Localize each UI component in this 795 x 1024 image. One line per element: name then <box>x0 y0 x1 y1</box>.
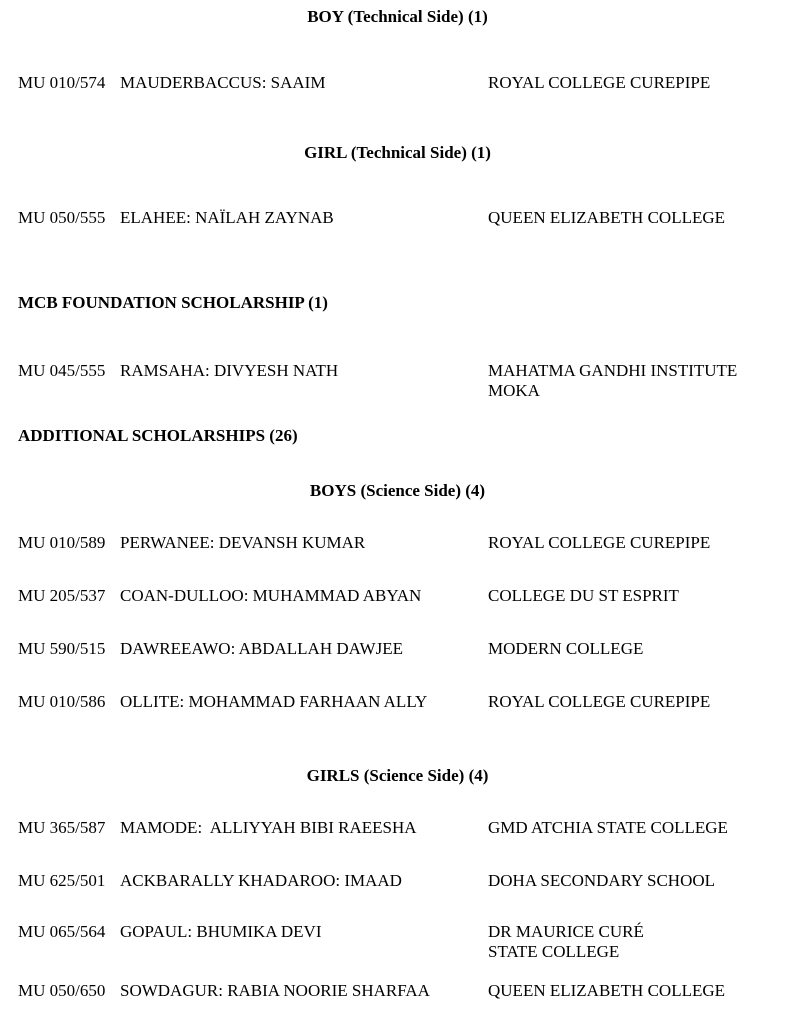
scholar-school <box>488 533 779 553</box>
scholar-row <box>18 73 779 93</box>
scholar-name: SOWDAGUR: RABIA NOORIE SHARFAA <box>120 981 430 1000</box>
scholar-name: ACKBARALLY KHADAROO: IMAAD <box>120 871 402 890</box>
scholar-school-line1: DR MAURICE CURÉ <box>488 922 644 941</box>
scholar-school <box>488 818 779 838</box>
section-heading-girl-technical: GIRL (Technical Side) (1) <box>304 143 491 162</box>
scholar-name: ELAHEE: NAÏLAH ZAYNAB <box>120 208 334 227</box>
scholar-school <box>488 73 779 93</box>
scholar-name: GOPAUL: BHUMIKA DEVI <box>120 922 322 941</box>
scholar-name: OLLITE: MOHAMMAD FARHAAN ALLY <box>120 692 428 711</box>
scholar-school-line1: QUEEN ELIZABETH COLLEGE <box>488 981 726 1000</box>
scholar-school <box>488 361 779 401</box>
scholar-row <box>18 208 779 228</box>
scholar-school-line1: DOHA SECONDARY SCHOOL <box>488 871 716 890</box>
scholar-row <box>18 533 779 553</box>
scholar-school <box>488 922 779 962</box>
scholar-code: MU 590/515 <box>18 639 106 658</box>
scholar-school-line2: MOKA <box>488 381 540 400</box>
scholar-name: DAWREEAWO: ABDALLAH DAWJEE <box>120 639 403 658</box>
scholar-school <box>488 692 779 712</box>
scholar-row <box>18 922 779 962</box>
section-heading-mcb-foundation: MCB FOUNDATION SCHOLARSHIP (1) <box>18 293 328 312</box>
section-heading-additional-scholarships: ADDITIONAL SCHOLARSHIPS (26) <box>18 426 298 445</box>
scholar-school-line1: ROYAL COLLEGE CUREPIPE <box>488 533 711 552</box>
scholar-name: RAMSAHA: DIVYESH NATH <box>120 361 339 380</box>
scholar-row <box>18 361 779 401</box>
scholar-code: MU 010/589 <box>18 533 106 552</box>
scholar-school-line1: MODERN COLLEGE <box>488 639 644 658</box>
scholar-school <box>488 208 779 228</box>
scholar-name: MAUDERBACCUS: SAAIM <box>120 73 326 92</box>
scholar-code: MU 625/501 <box>18 871 106 890</box>
scholar-row <box>18 818 779 838</box>
scholar-row <box>18 981 779 1001</box>
scholar-school-line1: ROYAL COLLEGE CUREPIPE <box>488 692 711 711</box>
scholar-school-line1: QUEEN ELIZABETH COLLEGE <box>488 208 726 227</box>
scholar-code: MU 205/537 <box>18 586 106 605</box>
scholar-school-line2: STATE COLLEGE <box>488 942 620 961</box>
scholar-code: MU 050/650 <box>18 981 106 1000</box>
scholar-code: MU 045/555 <box>18 361 106 380</box>
scholar-name: MAMODE: ALLIYYAH BIBI RAEESHA <box>120 818 417 837</box>
section-heading-boy-technical: BOY (Technical Side) (1) <box>307 7 488 26</box>
scholar-code: MU 010/574 <box>18 73 106 92</box>
scholar-code: MU 365/587 <box>18 818 106 837</box>
scholar-row <box>18 586 779 606</box>
scholar-school-line1: GMD ATCHIA STATE COLLEGE <box>488 818 728 837</box>
section-heading-boys-science: BOYS (Science Side) (4) <box>309 481 486 500</box>
scholar-name: PERWANEE: DEVANSH KUMAR <box>120 533 366 552</box>
scholar-name: COAN-DULLOO: MUHAMMAD ABYAN <box>120 586 422 605</box>
scholar-school-line1: ROYAL COLLEGE CUREPIPE <box>488 73 711 92</box>
scholar-school-line1: COLLEGE DU ST ESPRIT <box>488 586 679 605</box>
scholar-code: MU 010/586 <box>18 692 106 711</box>
scholar-code: MU 050/555 <box>18 208 106 227</box>
scholar-row <box>18 871 779 891</box>
scholar-code: MU 065/564 <box>18 922 106 941</box>
scholar-school <box>488 981 779 1001</box>
scholar-school <box>488 871 779 891</box>
scholar-school <box>488 639 779 659</box>
scholar-school-line1: MAHATMA GANDHI INSTITUTE <box>488 361 738 380</box>
section-heading-girls-science: GIRLS (Science Side) (4) <box>306 766 489 785</box>
scholar-row <box>18 692 779 712</box>
scholar-row <box>18 639 779 659</box>
scholar-school <box>488 586 779 606</box>
